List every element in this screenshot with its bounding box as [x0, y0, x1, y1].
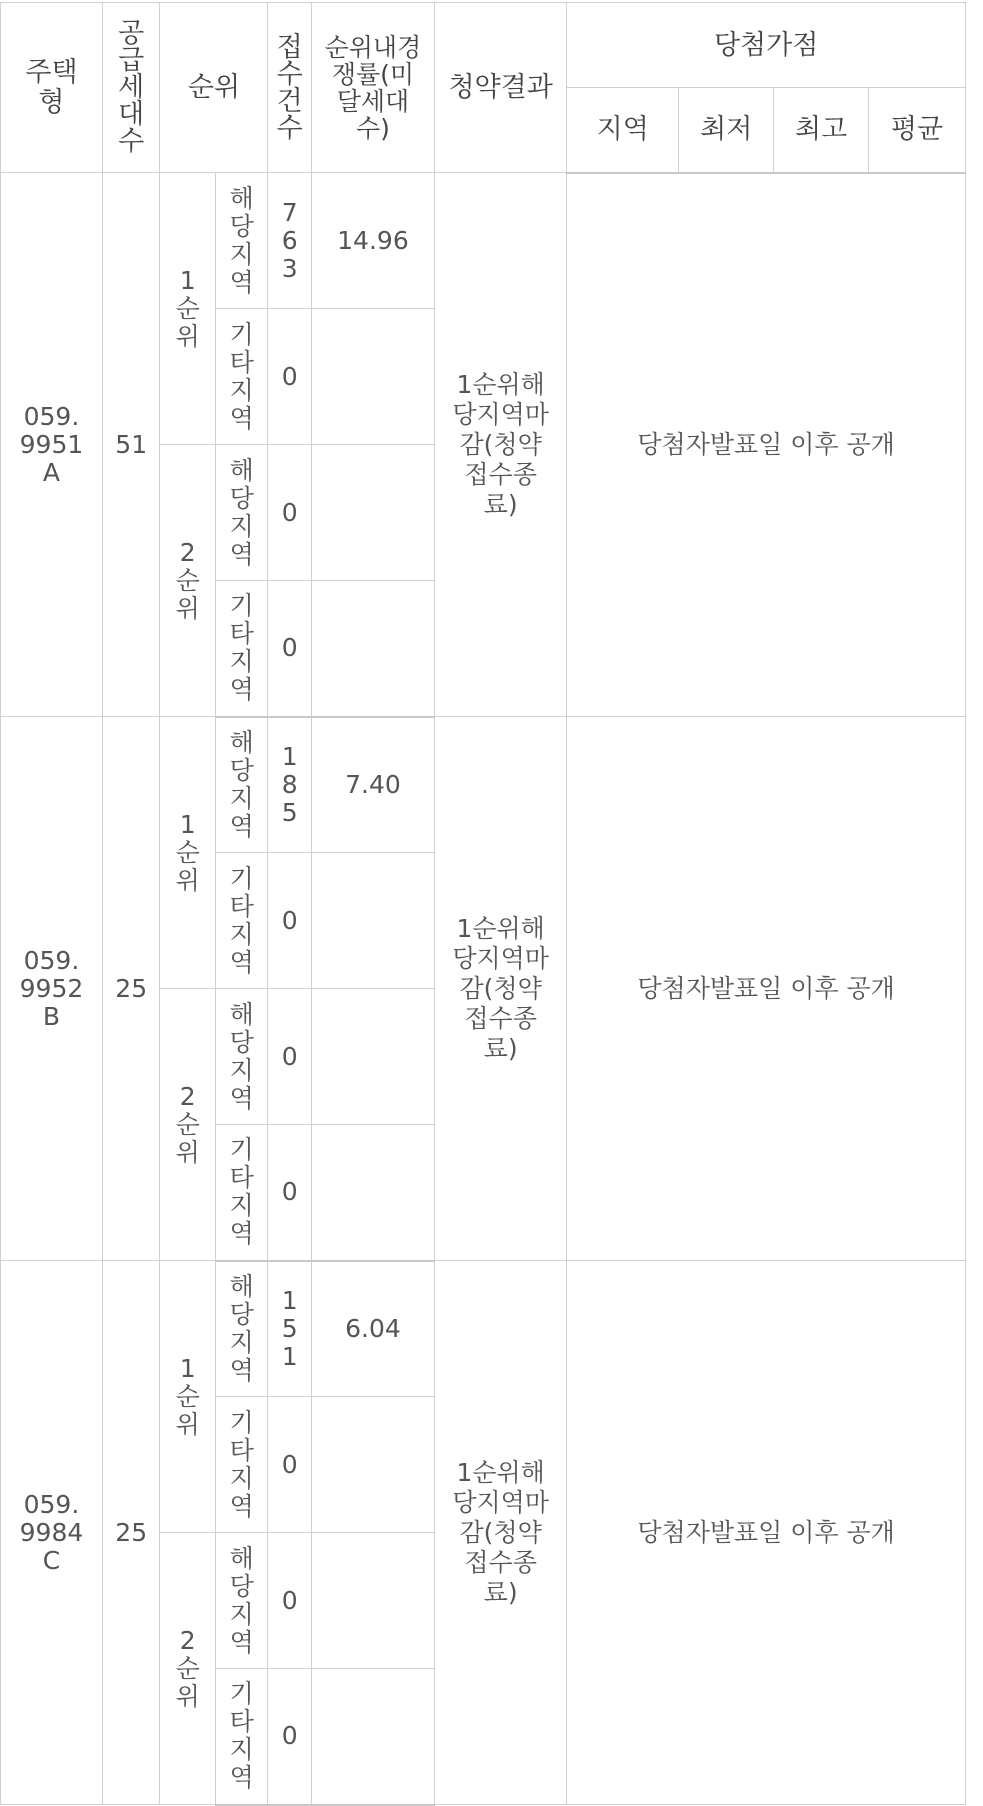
rate-cell — [311, 1533, 434, 1669]
area-cell: 해당지역 — [215, 989, 268, 1125]
header-applications: 접수건수 — [268, 3, 311, 173]
housing-type-cell: 059.9952B — [1, 717, 103, 1261]
winning-score-cell: 당첨자발표일 이후 공개 — [567, 1261, 966, 1805]
rate-cell — [311, 445, 434, 581]
rank-cell: 2순위 — [160, 1533, 216, 1805]
area-cell: 기타지역 — [215, 1125, 268, 1261]
count-cell: 185 — [268, 717, 311, 853]
area-cell: 해당지역 — [215, 717, 268, 853]
count-cell: 763 — [268, 173, 311, 309]
rate-cell — [311, 309, 434, 445]
area-cell: 기타지역 — [215, 1397, 268, 1533]
result-cell: 1순위해당지역마감(청약접수종료) — [435, 1261, 567, 1805]
housing-type-cell: 059.9984C — [1, 1261, 103, 1805]
header-winning-score: 당첨가점 — [567, 3, 966, 88]
header-min: 최저 — [679, 88, 774, 173]
area-cell: 해당지역 — [215, 173, 268, 309]
area-cell: 기타지역 — [215, 581, 268, 717]
rate-cell — [311, 1125, 434, 1261]
count-cell: 151 — [268, 1261, 311, 1397]
count-cell: 0 — [268, 581, 311, 717]
header-competition: 순위내경쟁률(미달세대수) — [311, 3, 434, 173]
rank-cell: 2순위 — [160, 989, 216, 1261]
count-cell: 0 — [268, 1397, 311, 1533]
area-cell: 해당지역 — [215, 1533, 268, 1669]
supply-units-cell: 25 — [102, 1261, 160, 1805]
header-avg: 평균 — [869, 88, 966, 173]
rank-cell: 1순위 — [160, 717, 216, 989]
rate-cell: 6.04 — [311, 1261, 434, 1397]
count-cell: 0 — [268, 989, 311, 1125]
header-region: 지역 — [567, 88, 679, 173]
header-max: 최고 — [774, 88, 869, 173]
rate-cell — [311, 989, 434, 1125]
header-housing-type: 주택형 — [1, 3, 103, 173]
rank-cell: 2순위 — [160, 445, 216, 717]
result-cell: 1순위해당지역마감(청약접수종료) — [435, 173, 567, 717]
table-row — [1, 717, 966, 853]
header-supply-units: 공급세대수 — [102, 3, 160, 173]
rate-cell — [311, 1669, 434, 1805]
header-result: 청약결과 — [435, 3, 567, 173]
count-cell: 0 — [268, 445, 311, 581]
winning-score-cell: 당첨자발표일 이후 공개 — [567, 173, 966, 717]
table-body — [1, 173, 966, 1805]
header-rank: 순위 — [160, 3, 268, 173]
rate-cell: 14.96 — [311, 173, 434, 309]
rate-cell — [311, 1397, 434, 1533]
table-header — [1, 3, 966, 173]
rate-cell: 7.40 — [311, 717, 434, 853]
rank-cell: 1순위 — [160, 173, 216, 445]
table-row — [1, 1261, 966, 1397]
area-cell: 해당지역 — [215, 1261, 268, 1397]
area-cell: 기타지역 — [215, 309, 268, 445]
count-cell: 0 — [268, 1533, 311, 1669]
supply-units-cell: 51 — [102, 173, 160, 717]
housing-type-cell: 059.9951A — [1, 173, 103, 717]
count-cell: 0 — [268, 853, 311, 989]
supply-units-cell: 25 — [102, 717, 160, 1261]
table-row — [1, 173, 966, 309]
count-cell: 0 — [268, 1669, 311, 1805]
area-cell: 해당지역 — [215, 445, 268, 581]
winning-score-cell: 당첨자발표일 이후 공개 — [567, 717, 966, 1261]
area-cell: 기타지역 — [215, 853, 268, 989]
rate-cell — [311, 581, 434, 717]
count-cell: 0 — [268, 309, 311, 445]
rate-cell — [311, 853, 434, 989]
count-cell: 0 — [268, 1125, 311, 1261]
result-cell: 1순위해당지역마감(청약접수종료) — [435, 717, 567, 1261]
area-cell: 기타지역 — [215, 1669, 268, 1805]
rank-cell: 1순위 — [160, 1261, 216, 1533]
subscription-result-table — [0, 2, 966, 1806]
